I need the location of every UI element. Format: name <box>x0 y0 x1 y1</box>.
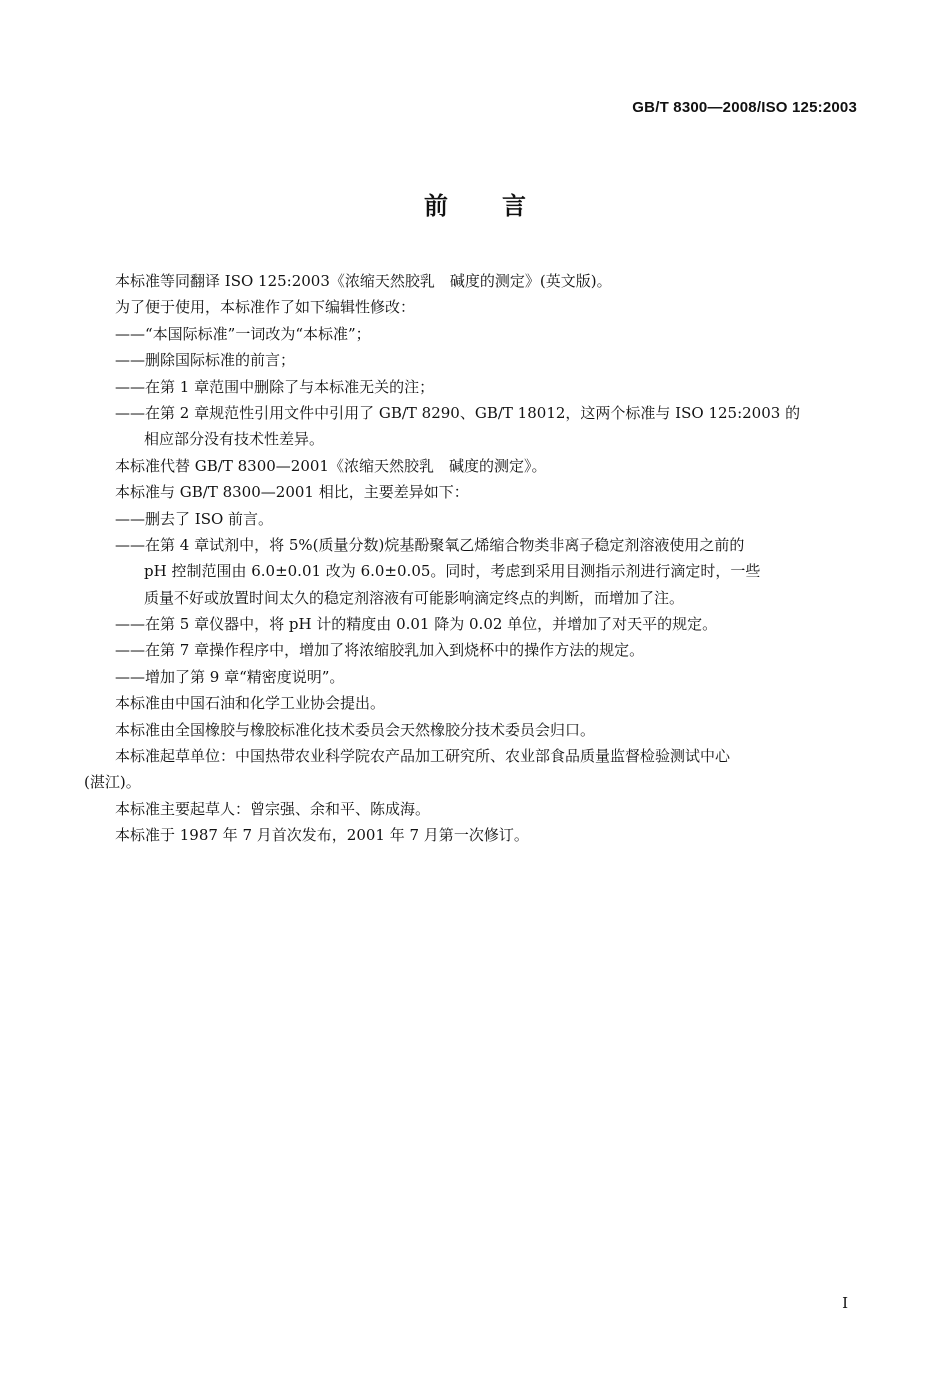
list-item-continuation: 质量不好或放置时间太久的稳定剂溶液有可能影响滴定终点的判断，而增加了注。 <box>144 588 685 607</box>
paragraph-line: 本标准起草单位：中国热带农业科学院农产品加工研究所、农业部食品质量监督检验测试中心 <box>115 747 731 766</box>
list-item: ——删去了 ISO 前言。 <box>115 509 274 528</box>
paragraph-line: 本标准主要起草人：曾宗强、余和平、陈成海。 <box>115 799 431 818</box>
list-item-continuation: 相应部分没有技术性差异。 <box>144 430 325 449</box>
paragraph-line: 为了便于使用，本标准作了如下编辑性修改： <box>115 298 416 317</box>
paragraph-line: 本标准由全国橡胶与橡胶标准化技术委员会天然橡胶分技术委员会归口。 <box>115 720 596 739</box>
page-number: I <box>842 1294 848 1312</box>
list-item-continuation: pH 控制范围由 6.0±0.01 改为 6.0±0.05。同时，考虑到采用目测指示剂进行滴定时，一些 <box>144 562 761 581</box>
list-item: ——在第 2 章规范性引用文件中引用了 GB/T 8290、GB/T 18012，这两个标准与 ISO 125:2003 的 <box>115 403 801 422</box>
paragraph-line: 本标准与 GB/T 8300—2001 相比，主要差异如下： <box>115 483 469 502</box>
page-title: 前言 <box>424 192 580 220</box>
paragraph-line: 本标准等同翻译 ISO 125:2003《浓缩天然胶乳 碱度的测定》(英文版)。 <box>115 272 612 290</box>
list-item: ——在第 1 章范围中删除了与本标准无关的注； <box>115 377 435 396</box>
foreword-body <box>84 268 860 849</box>
list-item: ——在第 5 章仪器中，将 pH 计的精度由 0.01 降为 0.02 单位，并增加了对天平的规定。 <box>115 615 718 634</box>
paragraph-continuation: (湛江)。 <box>84 773 141 792</box>
standard-code-header: GB/T 8300—2008/ISO 125:2003 <box>632 99 857 116</box>
list-item: ——增加了第 9 章“精密度说明”。 <box>115 667 345 686</box>
paragraph-line: 本标准于 1987 年 7 月首次发布，2001 年 7 月第一次修订。 <box>115 826 529 845</box>
list-item: ——删除国际标准的前言； <box>115 351 296 370</box>
list-item: ——在第 4 章试剂中，将 5%(质量分数)烷基酚聚氧乙烯缩合物类非离子稳定剂溶液使用之前的 <box>115 535 745 554</box>
paragraph-line: 本标准代替 GB/T 8300—2001《浓缩天然胶乳 碱度的测定》。 <box>115 456 547 475</box>
list-item: ——“本国际标准”一词改为“本标准”； <box>115 324 371 343</box>
paragraph-line: 本标准由中国石油和化学工业协会提出。 <box>115 694 386 713</box>
list-item: ——在第 7 章操作程序中，增加了将浓缩胶乳加入到烧杯中的操作方法的规定。 <box>115 641 645 660</box>
